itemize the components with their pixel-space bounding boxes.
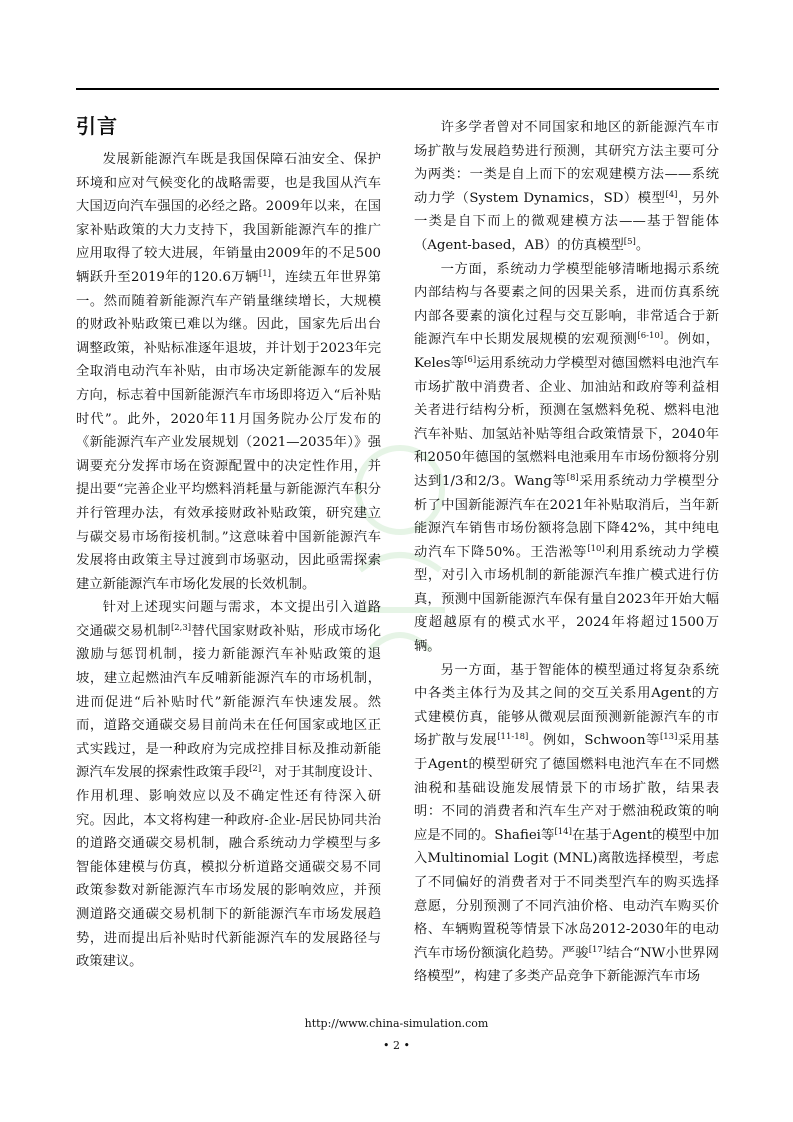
- paragraph-text: 针对上述现实问题与需求，本文提出引入道路交通碳交易机制: [76, 600, 381, 639]
- right-paragraphs: [414, 116, 719, 989]
- paragraph-text: 运用系统动力学模型对德国燃料电池汽车市场扩散中消费者、企业、加油站和政府等利益相关者进行结构分析，预测在氢燃料免税、燃料电池汽车补贴、加氢站补贴等组合政策情景下，2040年和2050年德国的氢燃料电池乘用车市场份额将分别达到1/3和2/3。Wang等: [414, 355, 719, 489]
- paragraph: [76, 596, 381, 974]
- citation: [10]: [587, 543, 605, 554]
- paragraph: [414, 116, 719, 258]
- citation: [4]: [665, 189, 678, 200]
- paragraph-text: ，对于其制度设计、作用机理、影响效应以及不确定性还有待深入研究。因此，本文将构建一种政府-企业-居民协同共治的道路交通碳交易机制，融合系统动力学模型与多智能体建模与仿真，模拟分析道路交通碳交易不同政策参数对新能源汽车市场发展的影响效应，并预测道路交通碳交易机制下的新能源汽车市场发展趋势，进而提出后补贴时代新能源汽车的发展路径与政策建议。: [76, 765, 382, 970]
- paragraph-text: 。例如，Schwoon等: [528, 733, 660, 749]
- left-paragraphs: [76, 148, 381, 974]
- citation: [14]: [554, 826, 572, 837]
- header-rule: [76, 88, 719, 90]
- footer-url: http://www.china-simulation.com: [304, 1017, 489, 1030]
- paragraph-text: 另一方面，基于智能体的模型通过将复杂系统中各类主体行为及其之间的交互关系用Agent的方式建模仿真，能够从微观层面预测新能源汽车的市场扩散与发展: [414, 662, 719, 749]
- citation: [2]: [249, 764, 262, 775]
- citation: [8]: [566, 472, 579, 483]
- citation: [1]: [258, 268, 271, 279]
- citation: [17]: [588, 944, 607, 955]
- paragraph-text: 。例如，Keles等: [414, 332, 720, 371]
- paragraph-text: 一方面，系统动力学模型能够清晰地揭示系统内部结构与各要素之间的因果关系，进而仿真系统内部各要素的演化过程与交互影响，非常适合于新能源汽车中长期发展规模的宏观预测: [414, 261, 719, 348]
- paragraph-text: 在基于Agent的模型中加入Multinomial Logit (MNL)离散选择模型，考虑了不同偏好的消费者对于不同类型汽车的购买选择意愿，分别预测了不同汽油价格、电动汽车购买价格、车辆购置税等情景下冰岛2012-2030年的电动汽车市场份额演化趋势。严骏: [414, 827, 720, 961]
- paragraph: [76, 148, 381, 596]
- left-column: [76, 110, 381, 974]
- paragraph-text: 结合“NW小世界网络模型”，构建了多类产品竞争下新能源汽车市场: [414, 945, 720, 985]
- citation: [5]: [623, 236, 636, 247]
- citation: [6-10]: [637, 331, 664, 342]
- paragraph-text: 利用系统动力学模型，对引入市场机制的新能源汽车推广模式进行仿真，预测中国新能源汽车保有量自2023年开始大幅度超越原有的模式水平，2024年将超过1500万辆。: [414, 544, 720, 655]
- paragraph: [414, 659, 719, 989]
- paragraph-text: 替代国家财政补贴，形成市场化激励与惩罚机制，接力新能源汽车补贴政策的退坡，建立起燃油汽车反哺新能源汽车的市场机制，进而促进“后补贴时代”新能源汽车快速发展。然而，道路交通碳交易目前尚未在任何国家或地区正式实践过，是一种政府为完成控排目标及推动新能源汽车发展的探索性政策手段: [76, 623, 382, 781]
- page-number: • 2 •: [383, 1039, 410, 1052]
- paragraph-text: ，另外一类是自下而上的微观建模方法——基于智能体（Agent-based，AB）的仿真模型: [414, 190, 720, 253]
- section-title: 引言: [76, 114, 118, 138]
- paragraph-text: 采用系统动力学模型分析了中国新能源汽车在2021年补贴取消后，当年新能源汽车销售市场份额将急剧下降42%，其中纯电动汽车下降50%。王浩淞等: [414, 473, 719, 560]
- paragraph-text: 采用基于Agent的模型研究了德国燃料电池汽车在不同燃油税和基础设施发展情景下的市场扩散，结果表明：不同的消费者和汽车生产对于燃油税政策的响应是不同的。Shafiei等: [414, 733, 720, 843]
- paragraph-text: 发展新能源汽车既是我国保障石油安全、保护环境和应对气候变化的战略需要，也是我国从汽车大国迈向汽车强国的必经之路。2009年以来，在国家补贴政策的大力支持下，我国新能源汽车的推广应用取得了较大进展，年销量由2009年的不足500辆跃升至2019年的120.6万辆: [76, 152, 381, 285]
- paragraph-text: 。: [635, 237, 650, 253]
- citation: [13]: [659, 732, 678, 743]
- paragraph-text: ，连续五年世界第一。然而随着新能源汽车产销量继续增长，大规模的财政补贴政策已难以为继。因此，国家先后出台调整政策，补贴标准逐年退坡，并计划于2023年完全取消电动汽车补贴，由市场决定新能源车的发展方向，标志着中国新能源汽车市场即将迈入“后补贴时代”。此外，2020年11月国务院办公厅发布的《新能源汽车产业发展规划（2021—2035年）》强调要充分发挥市场在资源配置中的决定性作用，并提出要“完善企业平均燃料消耗量与新能源汽车积分并行管理办法，有效承接财政补贴政策，研究建立与碳交易市场衔接机制。”这意味着中国新能源汽车发展将由政策主导过渡到市场驱动，因此亟需探索建立新能源汽车市场化发展的长效机制。: [76, 269, 381, 592]
- paragraph-text: 许多学者曾对不同国家和地区的新能源汽车市场扩散与发展趋势进行预测，其研究方法主要可分为两类：一类是自上而下的宏观建模方法——系统动力学（System Dynamics，SD）模型: [414, 120, 719, 206]
- right-column: [414, 116, 719, 989]
- citation: [2,3]: [170, 622, 192, 633]
- paragraph: [414, 258, 719, 659]
- citation: [11-18]: [497, 732, 529, 743]
- citation: [6]: [464, 354, 477, 365]
